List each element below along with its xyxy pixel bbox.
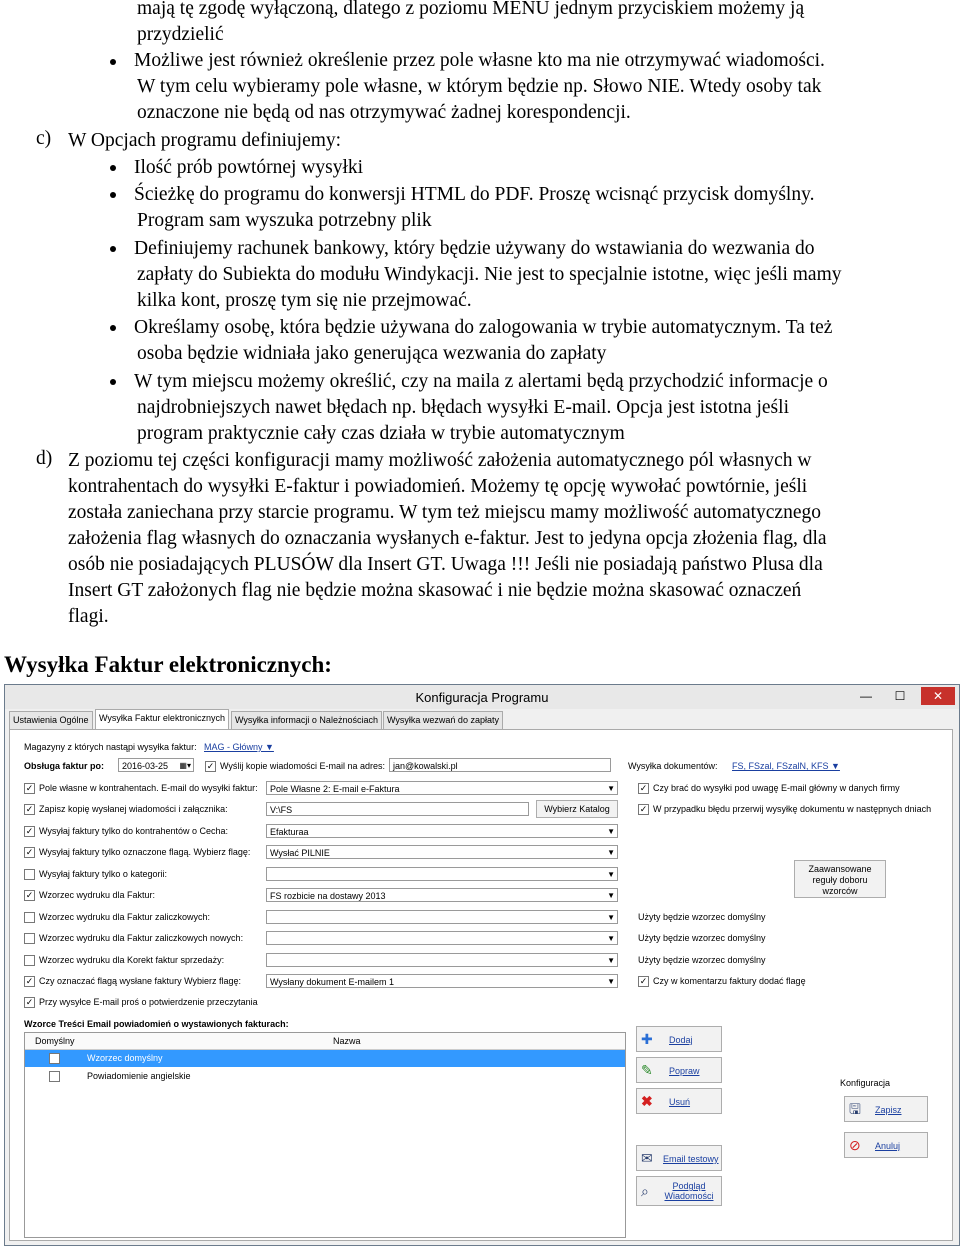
magazyny-label: Magazyny z których nastąpi wysyłka faktur: xyxy=(24,742,197,752)
dokumenty-label: Wysyłka dokumentów: xyxy=(628,761,718,771)
grid-header xyxy=(25,1033,625,1050)
tab-ustawienia[interactable]: Ustawienia Ogólne xyxy=(9,711,93,729)
option-checkbox[interactable]: ✓ xyxy=(25,783,34,793)
option-checkbox[interactable] xyxy=(24,933,35,944)
email-testowy-button[interactable] xyxy=(636,1145,722,1171)
uzyty-wzorzec-text: Użyty będzie wzorzec domyślny xyxy=(638,933,766,943)
title-bar xyxy=(5,685,959,709)
item-osoba xyxy=(134,315,959,367)
tab-faktury[interactable]: Wysyłka Faktur elektronicznych xyxy=(95,709,229,730)
option-label: Wysyłaj faktury tylko o kategorii: xyxy=(39,869,167,879)
option-select[interactable] xyxy=(266,845,618,859)
minimize-icon[interactable]: — xyxy=(860,689,872,703)
tab-panel xyxy=(9,729,953,1241)
text-line: została zaniechana przy starcie programu. W tym też miejscu mamy możliwość automatycznego xyxy=(68,502,821,523)
chevron-down-icon: ▼ xyxy=(607,934,615,943)
text-line: założenia flag własnych do oznaczania wysłanych e-faktur. Jest to jedyna opcja złożenia flag, dla xyxy=(68,528,827,549)
column-header: Domyślny xyxy=(35,1036,75,1046)
item-proby xyxy=(134,155,363,181)
chevron-down-icon: ▼ xyxy=(607,827,615,836)
text-line: przydzielić xyxy=(137,24,224,45)
tab-wezwania[interactable]: Wysyłka wezwań do zapłaty xyxy=(383,711,503,729)
envelope-icon: ✉ xyxy=(641,1150,653,1166)
button-label: Zapisz xyxy=(875,1105,902,1115)
option-checkbox[interactable]: ✓ xyxy=(25,826,34,836)
config-dialog xyxy=(4,684,960,1246)
text-line: Określamy osobę, która będzie używana do zalogowania w trybie automatycznym. Ta też xyxy=(134,317,833,338)
konfiguracja-label: Konfiguracja xyxy=(840,1078,891,1088)
option-label: Wzorzec wydruku dla Korekt faktur sprzedaży: xyxy=(39,955,225,965)
chevron-down-icon: ▼ xyxy=(607,848,615,857)
option-select[interactable] xyxy=(266,974,618,988)
option-value: Wysłany dokument E-mailem 1 xyxy=(270,977,394,987)
zaawansowane-button[interactable]: Zaawansowane reguły doboru wzorców xyxy=(794,860,886,898)
table-row[interactable] xyxy=(25,1050,625,1067)
list-label-c: c) xyxy=(36,128,52,149)
text-line: Definiujemy rachunek bankowy, który będzie używany do wstawiania do wezwania do xyxy=(134,238,815,259)
chevron-down-icon: ▼ xyxy=(607,913,615,922)
text-line: najdrobniejszych nawet błędach np. błędach wysyłki E-mail. Opcja jest istotna jeśli xyxy=(137,397,789,418)
text-line: Insert GT założonych flag nie będzie można skasować i nie będzie można skasować oznaczeń xyxy=(68,580,802,601)
text-line: kilka kont, proszę tym się nie przejmować. xyxy=(137,290,472,311)
option-checkbox[interactable] xyxy=(24,869,35,880)
opcje-heading xyxy=(68,128,341,154)
uzyty-wzorzec-text: Użyty będzie wzorzec domyślny xyxy=(638,955,766,965)
option-label: Wzorzec wydruku dla Faktur: xyxy=(39,890,156,900)
bullet xyxy=(110,165,116,171)
text-line: osób nie posiadających PLUSÓW dla Insert GT. Uwaga !!! Jeśli nie posiadają państwo Plusa dla xyxy=(68,554,823,575)
maximize-icon[interactable]: ☐ xyxy=(894,689,906,703)
paragraph-d xyxy=(68,448,959,630)
option-checkbox[interactable]: ✓ xyxy=(639,783,648,793)
text-line: W Opcjach programu definiujemy: xyxy=(68,130,342,151)
button-label: Popraw xyxy=(669,1066,700,1076)
window-title: Konfiguracja Programu xyxy=(415,690,549,705)
option-value: Wysłać PILNIE xyxy=(270,848,330,858)
anuluj-button[interactable] xyxy=(844,1132,928,1158)
chevron-down-icon: ▼ xyxy=(607,870,615,879)
option-label: Wzorzec wydruku dla Faktur zaliczkowych nowych: xyxy=(39,933,244,943)
kopie-email-input[interactable]: jan@kowalski.pl xyxy=(389,758,611,772)
text-line: zapłaty do Subiekta do modułu Windykacji. Nie jest to specjalnie istotne, więc jeśli mamy xyxy=(137,264,842,285)
calendar-icon[interactable]: ▦▾ xyxy=(179,761,191,770)
chevron-down-icon: ▼ xyxy=(607,891,615,900)
option-label: Pole własne w kontrahentach. E-mail do wysyłki faktur: xyxy=(39,783,258,793)
option-label: Wzorzec wydruku dla Faktur zaliczkowych: xyxy=(39,912,211,922)
popraw-button[interactable] xyxy=(636,1057,722,1083)
text-line: program praktycznie cały czas działa w trybie automatycznym xyxy=(137,423,625,444)
wzorce-grid xyxy=(24,1032,626,1238)
text-line: oznaczone nie będą od nas otrzymywać żadnej korespondencji. xyxy=(137,102,631,123)
option-checkbox[interactable]: ✓ xyxy=(639,976,648,986)
option-checkbox[interactable] xyxy=(24,912,35,923)
option-label: Zapisz kopię wysłanej wiadomości i załącznika: xyxy=(39,804,228,814)
button-label: Anuluj xyxy=(875,1141,901,1151)
preview-icon: ⌕ xyxy=(641,1183,649,1199)
text-line: Ścieżkę do programu do konwersji HTML do PDF. Proszę wcisnąć przycisk domyślny. xyxy=(134,184,815,205)
text-line: flagi. xyxy=(68,606,109,627)
option-checkbox[interactable]: ✓ xyxy=(25,804,34,814)
item-sciezka xyxy=(134,182,959,234)
option-checkbox[interactable]: ✓ xyxy=(25,890,34,900)
row-checkbox[interactable]: ✓ xyxy=(50,1053,59,1063)
option-value: Pole Własne 2: E-mail e-Faktura xyxy=(270,784,400,794)
wybierz-katalog-button[interactable]: Wybierz Katalog xyxy=(536,800,618,818)
paragraph-pole-wlasne xyxy=(134,48,959,126)
option-label: Czy brać do wysyłki pod uwagę E-mail główny w danych firmy xyxy=(653,783,900,793)
podglad-button[interactable] xyxy=(636,1176,722,1206)
obsluga-label: Obsługa faktur po: xyxy=(24,761,105,771)
magazyny-select[interactable]: MAG - Główny ▼ xyxy=(204,742,274,752)
option-label: Wysyłaj faktury tylko oznaczone flagą. Wybierz flagę: xyxy=(39,847,251,857)
option-label: W przypadku błędu przerwij wysyłkę dokumentu w następnych dniach xyxy=(653,804,932,814)
option-label: Przy wysyłce E-mail proś o potwierdzenie przeczytania xyxy=(39,997,258,1007)
text-line: mają tę zgodę wyłączoną, dlatego z poziomu MENU jednym przyciskiem możemy ją xyxy=(137,0,805,19)
option-value: FS rozbicie na dostawy 2013 xyxy=(270,891,386,901)
bullet xyxy=(110,246,116,252)
katalog-input[interactable]: V:\FS xyxy=(266,802,529,816)
option-select[interactable] xyxy=(266,781,618,795)
text-line: W tym celu wybieramy pole własne, w którym będzie np. Słowo NIE. Wtedy osoby tak xyxy=(137,76,822,97)
chevron-down-icon: ▼ xyxy=(607,977,615,986)
option-select[interactable] xyxy=(266,931,618,945)
text-line: osoba będzie widniała jako generująca wezwania do zapłaty xyxy=(137,343,607,364)
button-label: Usuń xyxy=(669,1097,691,1107)
zapisz-button[interactable] xyxy=(844,1096,928,1122)
bullet xyxy=(110,379,116,385)
option-label: Czy oznaczać flagą wysłane faktury Wybierz flagę: xyxy=(39,976,242,986)
chevron-down-icon: ▼ xyxy=(607,956,615,965)
text-line: W tym miejscu możemy określić, czy na maila z alertami będą przychodzić informacje o xyxy=(134,371,828,392)
option-label: Wysyłaj faktury tylko do kontrahentów o Cecha: xyxy=(39,826,229,836)
option-checkbox[interactable]: ✓ xyxy=(25,976,34,986)
item-alerty xyxy=(134,369,959,447)
uzyty-wzorzec-text: Użyty będzie wzorzec domyślny xyxy=(638,912,766,922)
close-icon[interactable]: ✕ xyxy=(921,687,955,705)
option-select[interactable] xyxy=(266,910,618,924)
kopie-label: Wyślij kopie wiadomości E-mail na adres: xyxy=(220,761,385,771)
row-name: Powiadomienie angielskie xyxy=(87,1071,191,1081)
bullet xyxy=(110,192,116,198)
list-label-d: d) xyxy=(36,448,53,469)
button-label: Podgląd Wiadomości xyxy=(664,1181,714,1201)
text-line: Z poziomu tej części konfiguracji mamy możliwość założenia automatycznego pól własnych w xyxy=(68,450,812,471)
cancel-icon: ⊘ xyxy=(849,1137,861,1153)
dodaj-button[interactable] xyxy=(636,1026,722,1052)
delete-icon: ✖ xyxy=(641,1093,653,1109)
table-row[interactable] xyxy=(25,1068,625,1085)
text-line: Możliwe jest również określenie przez pole własne kto ma nie otrzymywać wiadomości. xyxy=(134,50,825,71)
plus-icon: ✚ xyxy=(641,1031,653,1047)
option-checkbox[interactable]: ✓ xyxy=(25,847,34,857)
paragraph-zgoda xyxy=(137,0,959,48)
usun-button[interactable] xyxy=(636,1088,722,1114)
button-label: Email testowy xyxy=(663,1154,719,1164)
option-checkbox[interactable]: ✓ xyxy=(639,804,648,814)
option-checkbox[interactable] xyxy=(24,955,35,966)
row-checkbox[interactable] xyxy=(49,1071,60,1082)
tab-naleznosci[interactable]: Wysyłka informacji o Należnościach xyxy=(231,711,382,729)
option-select[interactable] xyxy=(266,867,618,881)
bullet xyxy=(110,59,116,65)
text-line: Ilość prób powtórnej wysyłki xyxy=(134,157,364,178)
save-icon: 🖫 xyxy=(849,1101,861,1117)
option-value: Efakturaa xyxy=(270,827,309,837)
option-checkbox[interactable]: ✓ xyxy=(25,997,34,1007)
text-line: Program sam wyszuka potrzebny plik xyxy=(137,210,432,231)
item-rachunek xyxy=(134,236,959,314)
option-label: Czy w komentarzu faktury dodać flagę xyxy=(653,976,806,986)
section-heading: Wysyłka Faktur elektronicznych: xyxy=(4,652,332,677)
option-select[interactable] xyxy=(266,888,618,902)
kopie-checkbox[interactable]: ✓ xyxy=(206,761,215,771)
wzorce-title: Wzorce Treści Email powiadomień o wystawionych fakturach: xyxy=(24,1019,289,1029)
button-label: Dodaj xyxy=(669,1035,693,1045)
date-value: 2016-03-25 xyxy=(122,761,169,771)
chevron-down-icon: ▼ xyxy=(607,784,615,793)
pencil-icon: ✎ xyxy=(641,1062,653,1078)
option-select[interactable] xyxy=(266,953,618,967)
text-line: kontrahentach do wysyłki E-faktur i powiadomień. Możemy tę opcję wywołać powtórnie, jeśli xyxy=(68,476,808,497)
row-name: Wzorzec domyślny xyxy=(87,1053,163,1063)
dokumenty-select[interactable]: FS, FSzal, FSzalN, KFS ▼ xyxy=(732,761,840,771)
date-picker[interactable] xyxy=(118,758,194,772)
column-header: Nazwa xyxy=(333,1036,361,1046)
bullet xyxy=(110,325,116,331)
option-select[interactable] xyxy=(266,824,618,838)
